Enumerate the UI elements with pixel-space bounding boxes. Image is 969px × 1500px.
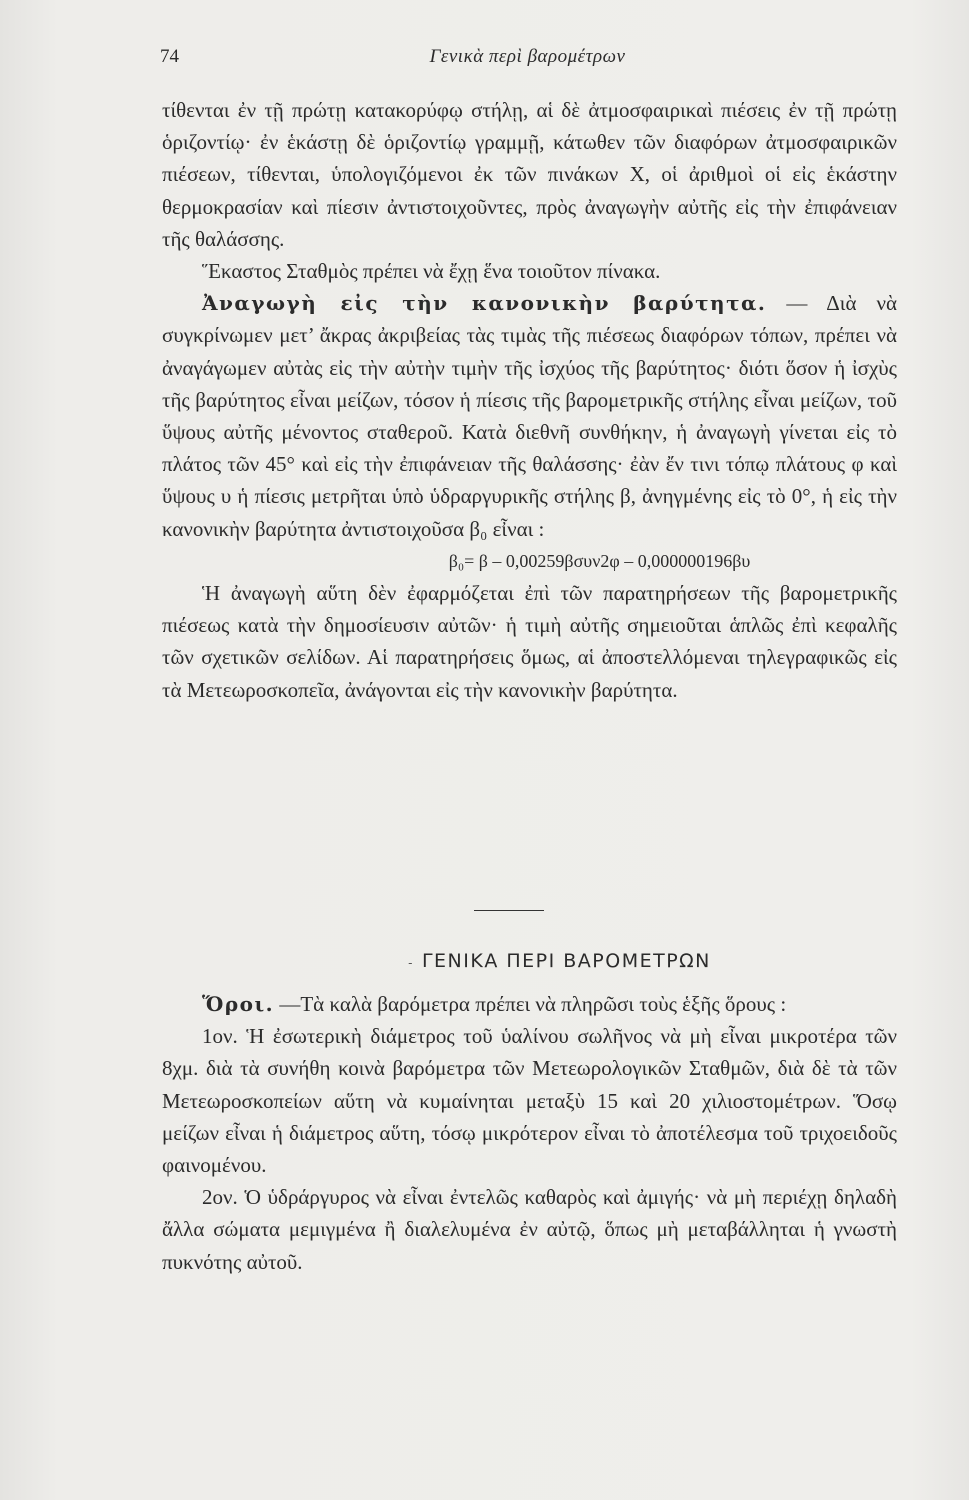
conditions-heading: Ὅροι. xyxy=(202,992,275,1016)
section-heading xyxy=(162,950,897,972)
running-head xyxy=(160,46,895,76)
section-text xyxy=(162,988,897,1278)
condition-item-2 xyxy=(162,1181,897,1278)
paragraph-station-table: Ἕκαστος Σταθμὸς πρέπει νὰ ἔχῃ ἕνα τοιοῦτον πίνακα. xyxy=(202,259,661,284)
page-number: 74 xyxy=(160,46,179,67)
paragraph-conditions xyxy=(162,988,897,1020)
paragraph-reduction-application: Ἡ ἀναγωγὴ αὕτη δὲν ἐφαρμόζεται ἐπὶ τῶν παρατηρήσεων τῆς βαρομετρικῆς πιέσεως κατὰ τὴν δημοσίευσιν αὐτῶν· ἡ τιμὴ αὐτῆς σημειοῦται ἁπλῶς ἐπὶ κεφαλῆς τῶν σχετικῶν σελίδων. Αἱ παρατηρήσεις ὅμως, αἱ ἀποστελλόμεναι τηλεγραφικῶς εἰς τὰ Μετεωροσκοπεῖα, ἀνάγονται εἰς τὴν κανονικὴν βαρύτητα. xyxy=(162,581,897,702)
section-heading-text: ΓΕΝΙΚΑ ΠΕΡΙ ΒΑΡΟΜΕΤΡΩΝ xyxy=(421,950,711,972)
section-divider xyxy=(474,910,544,911)
gravity-reduction-heading: Ἀναγωγὴ εἰς τὴν κανονικὴν βαρύτητα. xyxy=(202,291,767,316)
condition-item-1 xyxy=(162,1020,897,1181)
gravity-reduction-text: — Διὰ νὰ συγκρίνωμεν μετ’ ἄκρας ἀκριβείας τὰς τιμὰς τῆς πιέσεως διαφόρων τόπων, πρέπει νὰ ἀναγάγωμεν αὐτὰς εἰς τὴν αὐτὴν τιμὴν τῆς ἰσχύος τῆς βαρύτητος· διότι ὅσον ἡ ἰσχὺς τῆς βαρύτητος εἶναι μείζων, τόσον ἡ πίεσις τῆς βαρομετρικῆς στήλης εἶναι μείζων, τοῦ ὕψους αὐτῆς μένοντος σταθεροῦ. Κατὰ διεθνῆ συνθήκην, ἡ ἀναγωγὴ γίνεται εἰς τὸ πλάτος τῶν 45° καὶ εἰς τὴν ἐπιφάνειαν τῆς θαλάσσης· ἐὰν ἔν τινι τόπῳ πλάτους φ καὶ ὕψους υ ἡ πίεσις μετρῆται ὑπὸ ὑδραργυρικῆς στήλης β, ἀνηγμένης εἰς τὸ 0°, ἡ εἰς τὴν κανονικὴν βαρύτητα ἀντιστοιχοῦσα β₀ εἶναι : xyxy=(162,291,898,541)
paragraph-gravity-reduction xyxy=(162,287,897,545)
main-text xyxy=(162,94,897,706)
condition-text-1: Ἡ ἐσωτερικὴ διάμετρος τοῦ ὑαλίνου σωλῆνος νὰ μὴ εἶναι μικροτέρα τῶν 8χμ. διὰ τὰ συνήθη κοινὰ βαρόμετρα τῶν Μετεωρολογικῶν Σταθμῶν, διὰ δὲ τὰ τῶν Μετεωροσκοπείων αὕτη νὰ κυμαίνηται μεταξὺ 15 καὶ 20 χιλιοστομέτρων. Ὅσῳ μείζων εἶναι ἡ διάμετρος αὕτη, τόσῳ μικρότερον εἶναι τὸ ἀποτέλεσμα τοῦ τριχοειδοῦς φαινομένου. xyxy=(162,1024,897,1178)
condition-number-2: 2ον. xyxy=(202,1185,238,1210)
heading-dash: - xyxy=(408,956,414,970)
reduction-formula: β₀= β – 0,00259βσυν2φ – 0,000000196βυ xyxy=(448,550,751,571)
conditions-intro: —Τὰ καλὰ βαρόμετρα πρέπει νὰ πληρῶσι τοὺς ἑξῆς ὅρους : xyxy=(274,992,787,1016)
condition-number-1: 1ον. xyxy=(202,1024,238,1049)
paragraph-table-description: τίθενται ἐν τῇ πρώτῃ κατακορύφῳ στήλῃ, αἱ δὲ ἀτμοσφαιρικαὶ πιέσεις ἐν τῇ πρώτῃ ὁριζοντίῳ· ἐν ἑκάστῃ δὲ ὁριζοντίῳ γραμμῇ, κάτωθεν τῶν διαφόρων ἀτμοσφαιρικῶν πιέσεων, τίθενται, ὑπολογιζόμενοι ἐκ τῶν πινάκων Χ, οἱ ἀριθμοὶ οἱ εἰς ἑκάστην θερμοκρασίαν καὶ πίεσιν ἀντιστοιχοῦντες, πρὸς ἀναγωγὴν αὐτῆς εἰς τὴν ἐπιφάνειαν τῆς θαλάσσης. xyxy=(162,98,897,251)
condition-text-2: Ὁ ὑδράργυρος νὰ εἶναι ἐντελῶς καθαρὸς καὶ ἀμιγής· νὰ μὴ περιέχῃ δηλαδὴ ἄλλα σώματα μεμιγμένα ἢ διαλελυμένα ἐν αὐτῷ, ὅπως μὴ μεταβάλληται ἡ γνωστὴ πυκνότης αὐτοῦ. xyxy=(162,1185,897,1274)
running-title: Γενικὰ περὶ βαρομέτρων xyxy=(429,46,626,67)
